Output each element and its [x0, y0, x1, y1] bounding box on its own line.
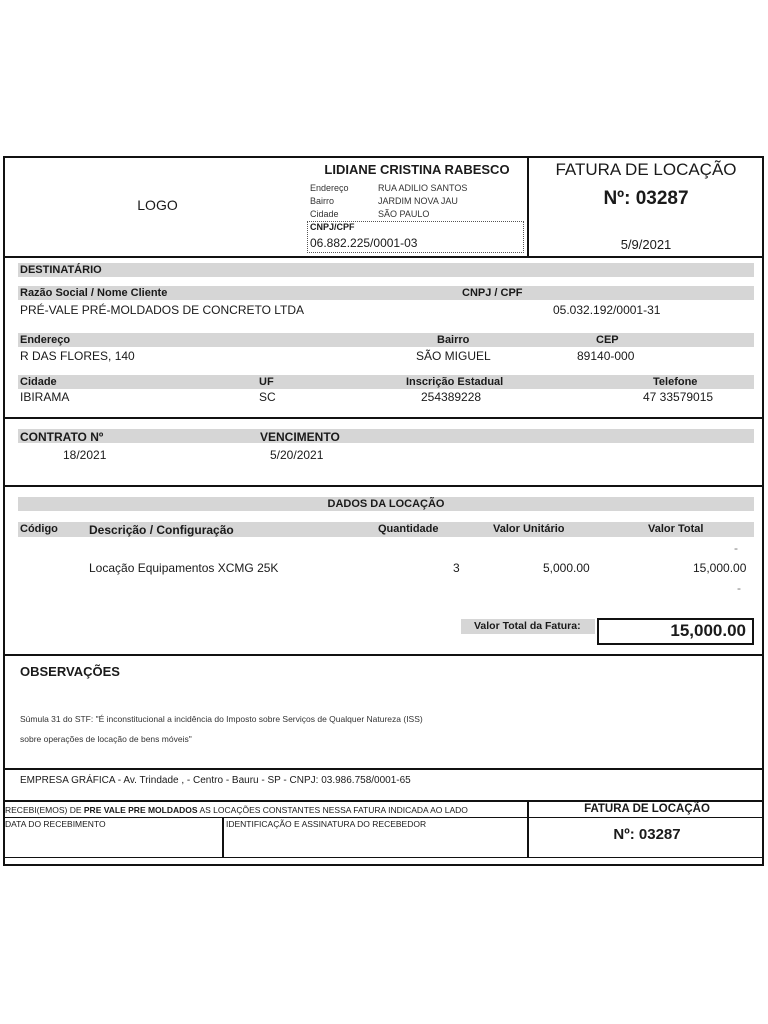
client-district-label: Bairro: [437, 334, 470, 346]
printer-line: EMPRESA GRÁFICA - Av. Trindade , - Centro - Bauru - SP - CNPJ: 03.986.758/0001-65: [20, 775, 411, 786]
logo-placeholder: LOGO: [137, 197, 178, 213]
recipient-section-title: DESTINATÁRIO: [20, 264, 102, 276]
issuer-company-name: LIDIANE CRISTINA RABESCO: [324, 162, 510, 177]
client-zip-label: CEP: [596, 334, 619, 346]
receipt-divider-1: [222, 817, 224, 858]
item-unit-value: 5,000.00: [543, 561, 590, 575]
client-city-value: IBIRAMA: [20, 390, 70, 404]
divider-receipt: [3, 817, 764, 818]
recipient-row3-bar: [18, 375, 754, 389]
client-zip-value: 89140-000: [577, 349, 635, 363]
client-district-value: SÃO MIGUEL: [416, 349, 491, 363]
invoice-title: FATURA DE LOCAÇÃO: [555, 160, 737, 179]
col-quantity-header: Quantidade: [378, 523, 439, 535]
receipt-company: PRE VALE PRE MOLDADOS: [83, 805, 198, 815]
client-address-label: Endereço: [20, 334, 71, 346]
client-state-value: SC: [259, 390, 276, 404]
client-address-value: R DAS FLORES, 140: [20, 349, 135, 363]
item-description: Locação Equipamentos XCMG 25K: [89, 561, 279, 575]
col-unit-value-header: Valor Unitário: [493, 523, 565, 535]
notes-line-1: Súmula 31 do STF: "É inconstitucional a incidência do Imposto sobre Serviços de Qualquer Natureza (ISS): [20, 714, 423, 724]
issuer-city-label: Cidade: [310, 209, 339, 219]
contract-number-value: 18/2021: [63, 448, 107, 462]
receipt-divider-2: [527, 800, 529, 858]
divider-recipient: [3, 417, 764, 419]
issuer-cnpj-label: CNPJ/CPF: [310, 222, 355, 232]
issuer-city-value: SÃO PAULO: [378, 209, 430, 219]
client-state-label: UF: [259, 376, 274, 388]
issuer-cnpj-value: 06.882.225/0001-03: [310, 236, 418, 250]
invoice-number: Nº: 03287: [603, 188, 689, 209]
receipt-prefix: RECEBI(EMOS) DE: [5, 805, 82, 815]
client-ie-label: Inscrição Estadual: [406, 376, 504, 388]
contract-number-label: CONTRATO Nº: [20, 430, 104, 444]
client-ie-value: 254389228: [421, 390, 482, 404]
notes-title: OBSERVAÇÕES: [20, 664, 120, 679]
notes-line-2: sobre operações de locação de bens móveis": [20, 734, 192, 744]
recipient-title-bar: [18, 263, 754, 277]
client-city-label: Cidade: [20, 376, 57, 388]
divider-rental: [3, 654, 764, 656]
contract-due-label: VENCIMENTO: [260, 430, 340, 444]
client-name-value: PRÉ-VALE PRÉ-MOLDADOS DE CONCRETO LTDA: [20, 303, 305, 317]
client-doc-value: 05.032.192/0001-31: [553, 303, 661, 317]
item-total-value: 15,000.00: [693, 561, 747, 575]
col-code-header: Código: [20, 523, 58, 535]
issuer-district-value: JARDIM NOVA JAU: [378, 196, 458, 206]
rental-dash-top: -: [734, 541, 738, 555]
receipt-date-label: DATA DO RECEBIMENTO: [5, 819, 106, 829]
stub-number: Nº: 03287: [613, 826, 681, 843]
divider-bottom: [3, 857, 764, 858]
rental-dash-bottom: -: [737, 581, 741, 595]
invoice-date: 5/9/2021: [620, 237, 672, 252]
divider-printer: [3, 800, 764, 802]
issuer-address-value: RUA ADILIO SANTOS: [378, 183, 468, 193]
issuer-address-label: Endereço: [310, 183, 349, 193]
receipt-statement: [5, 805, 468, 815]
col-total-value-header: Valor Total: [648, 523, 704, 535]
contract-bar: [18, 429, 754, 443]
receipt-sign-label: IDENTIFICAÇÃO E ASSINATURA DO RECEBEDOR: [226, 819, 427, 829]
stub-title: FATURA DE LOCAÇÃO: [584, 803, 710, 815]
issuer-district-label: Bairro: [310, 196, 335, 206]
recipient-row2-bar: [18, 333, 754, 347]
client-phone-value: 47 33579015: [643, 390, 714, 404]
client-doc-label: CNPJ / CPF: [462, 287, 523, 299]
contract-due-value: 5/20/2021: [270, 448, 324, 462]
divider-header: [3, 256, 764, 258]
invoice-total-label: Valor Total da Fatura:: [474, 620, 581, 632]
rental-section-title: DADOS DA LOCAÇÃO: [327, 498, 445, 510]
invoice-total-value: 15,000.00: [670, 621, 746, 640]
client-name-label: Razão Social / Nome Cliente: [20, 287, 168, 299]
divider-contract: [3, 485, 764, 487]
receipt-suffix: AS LOCAÇÕES CONSTANTES NESSA FATURA INDICADA AO LADO: [199, 805, 468, 815]
header-divider: [527, 156, 529, 257]
divider-notes: [3, 768, 764, 770]
client-phone-label: Telefone: [653, 376, 698, 388]
item-quantity: 3: [453, 561, 460, 575]
col-description-header: Descrição / Configuração: [89, 523, 234, 537]
